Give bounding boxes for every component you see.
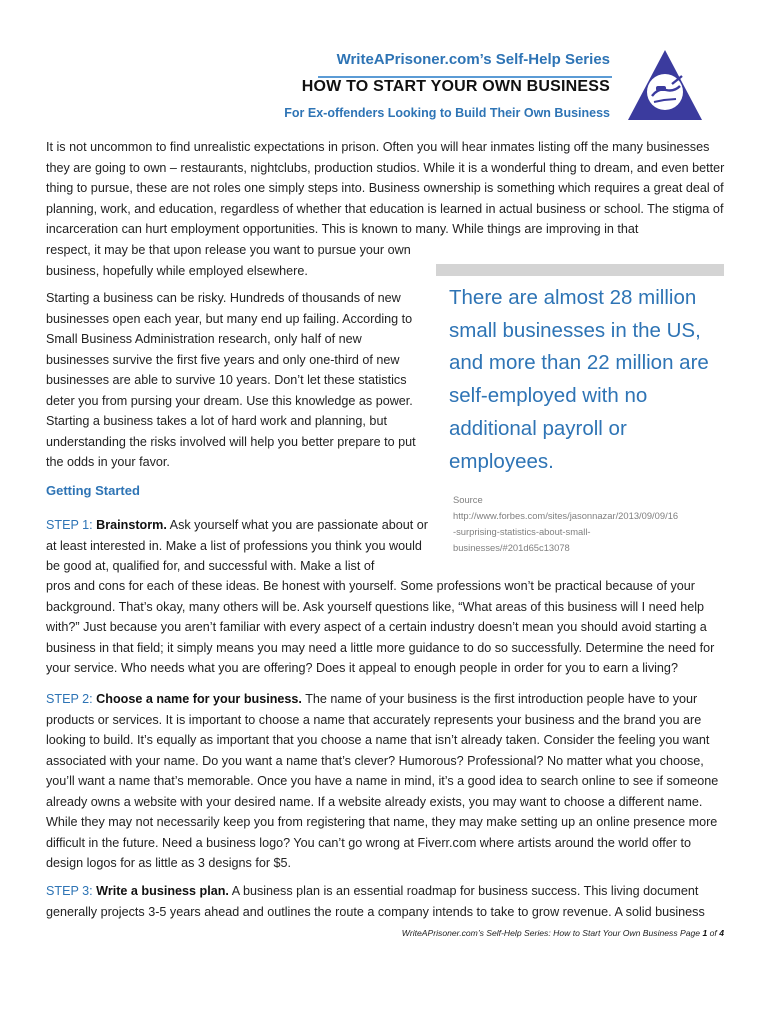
risk-text: Starting a business can be risky. Hundreds of thousands of new businesses open each year, but many end up failing. According to Small Business Administration research, only half of new businesses survive the first five years and only one-third of new businesses are able to survive 10 years. Don’t let these statistics deter you from pursing your dream. Use this knowledge as power. Starting a business takes a lot of hard work and planning, but understanding the risks involved will help you better prepare to put the odds in your favor. <box>46 291 416 469</box>
step-1-text: Ask yourself what you are passionate about or at least interested in. Make a list of professions you think you would be good at, qualified for, and successful with. Make a list of <box>46 518 428 573</box>
source-url-line-1: http://www.forbes.com/sites/jasonnazar/2013/09/09/16 <box>453 510 679 521</box>
footer-text: WriteAPrisoner.com’s Self-Help Series: How to Start Your Own Business Page <box>401 928 701 938</box>
pull-quote-source <box>453 492 743 556</box>
intro-text-continued: respect, it may be that upon release you want to pursue your own business, hopefully while employed elsewhere. <box>46 243 411 278</box>
step-2-label: STEP 2: <box>46 692 93 706</box>
step-3-label: STEP 3: <box>46 884 93 898</box>
risk-paragraph <box>46 288 428 473</box>
step-1-text-continued: pros and cons for each of these ideas. Be honest with yourself. Some professions won’t be practical because of your background. That’s okay, many others will be. Ask yourself questions like, “What areas of this business will I need help with?” Just because you aren’t familiar with every aspect of a certain industry doesn’t mean you should avoid starting a business in that field; it simply means you may need a little more guidance to do so successfully. Determine the need for your service. Who needs what you are offering? Does it appeal to enough people in order for you to earn a living? <box>46 579 715 675</box>
step-1-label: STEP 1: <box>46 518 93 532</box>
intro-paragraph-continued <box>46 240 428 281</box>
page-title: HOW TO START YOUR OWN BUSINESS <box>301 78 610 95</box>
step-2-paragraph <box>46 689 726 874</box>
step-1-paragraph-continued <box>46 576 726 679</box>
page-subtitle: For Ex-offenders Looking to Build Their Own Business <box>284 106 610 120</box>
series-heading <box>337 50 610 70</box>
pull-quote-bar <box>436 264 724 276</box>
intro-paragraph <box>46 137 726 240</box>
source-label: Source <box>453 494 483 505</box>
series-title: WriteAPrisoner.com’s Self-Help Series <box>336 51 610 68</box>
source-url-line-2: -surprising-statistics-about-small- <box>453 526 591 537</box>
step-3-title: Write a business plan. <box>96 884 229 898</box>
step-2-text: The name of your business is the first introduction people have to your products or services. It is important to choose a name that accurately represents your business and the brand you are looking to build. It’s equally as important that you choose a name that isn’t already taken. Consider the feeling you want associated with your name. Do you want a name that’s clever? Humorous? Professional? No matter what you choose, you’ll want a name that’s memorable. Once you have a name in mind, it’s a good idea to search online to see if someone already owns a website with your desired name. If a website already exists, you may want to choose a different name. While they may not necessarily keep you from registering that name, they may make setting up an online presence more difficult in the future. Need a business logo? You can’t go wrong at Fiverr.com where artists around the world offer to design logos for as little as 3 designs for $5. <box>46 692 719 870</box>
writeaprisoner-logo-icon <box>624 46 706 124</box>
footer-page-total: 4 <box>719 928 724 938</box>
step-1-paragraph <box>46 515 428 577</box>
footer-page-number: 1 <box>702 928 708 938</box>
step-1-title: Brainstorm. <box>96 518 167 532</box>
step-3-text: A business plan is an essential roadmap for business success. This living document generally projects 3-5 years ahead and outlines the route a company intends to take to grow revenue. A solid business <box>46 884 705 919</box>
step-3-paragraph <box>46 881 726 922</box>
footer-of: of <box>709 928 717 938</box>
pull-quote: There are almost 28 million small businesses in the US, and more than 22 million are self-employed with no additional payroll or employees. <box>449 286 709 473</box>
page-footer <box>402 928 724 938</box>
intro-text: It is not uncommon to find unrealistic expectations in prison. Often you will hear inmates listing off the many businesses they are going to own – restaurants, nightclubs, production studios. While it is a wonderful thing to dream, and even better thing to pursue, these are not roles one simply steps into. Business ownership is something which requires a great deal of planning, work, and education, regardless of whether that education is learned in actual business or school. The stigma of incarceration can hurt employment opportunities. This is known to many. While things are improving in that <box>46 140 725 236</box>
step-2-title: Choose a name for your business. <box>96 692 302 706</box>
getting-started-heading: Getting Started <box>46 483 140 498</box>
source-url-line-3: businesses/#201d65c13078 <box>453 542 570 553</box>
